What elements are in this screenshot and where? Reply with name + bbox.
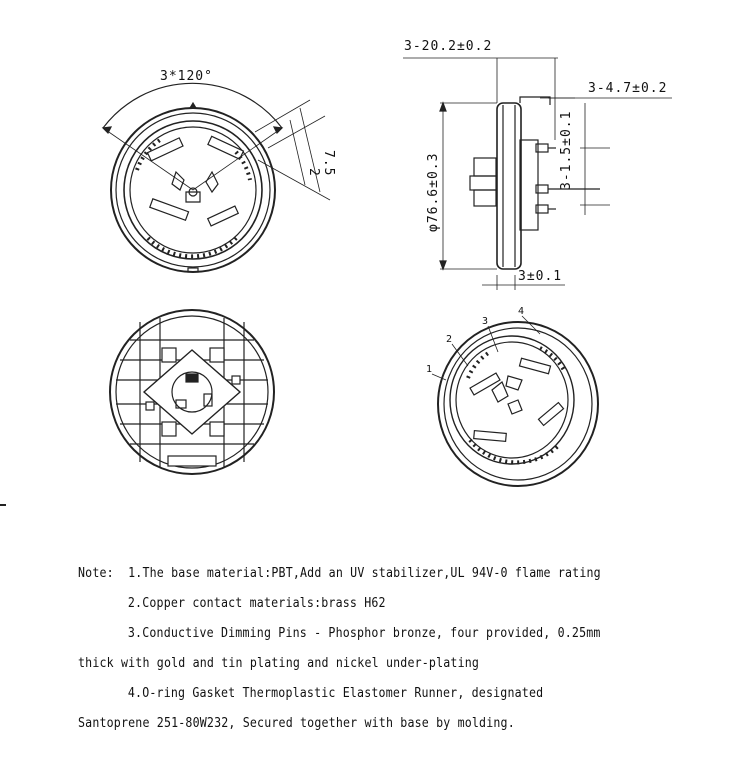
base-thickness-dimension: 3±0.1 [518, 269, 563, 284]
note-4b: Santoprene 251-80W232, Secured together with base by molding. [78, 715, 515, 731]
note-4a: 4.O-ring Gasket Thermoplastic Elastomer Runner, designated [127, 685, 544, 701]
isometric-view [432, 316, 598, 486]
callout-2: 2 [446, 334, 453, 345]
note-3a: 3.Conductive Dimming Pins - Phosphor bronze, four provided, 0.25mm [127, 625, 601, 641]
angle-dimension: 3*120° [160, 69, 213, 84]
front-view [103, 83, 330, 272]
total-height-dimension: 3-20.2±0.2 [404, 39, 493, 54]
notes-block [78, 558, 637, 738]
pin-length-dimension: 3-4.7±0.2 [588, 81, 668, 96]
note-1: 1.The base material:PBT,Add an UV stabilizer,UL 94V-0 flame rating [128, 565, 601, 581]
note-prefix: Note: [78, 565, 114, 581]
pin-diameter-dimension: 3-1.5±0.1 [559, 110, 574, 190]
slot-width-dimension: 2 [306, 168, 321, 177]
callout-3: 3 [482, 316, 489, 327]
callout-1: 1 [426, 364, 433, 375]
slot-offset-dimension: 7.5 [321, 150, 336, 177]
diameter-dimension: φ76.6±0.3 [426, 152, 441, 232]
note-3b: thick with gold and tin plating and nickel under-plating [78, 655, 480, 671]
note-2: 2.Copper contact materials:brass H62 [127, 595, 386, 611]
back-view [110, 310, 274, 474]
note-line-1 [78, 558, 637, 588]
callout-4: 4 [518, 306, 525, 317]
